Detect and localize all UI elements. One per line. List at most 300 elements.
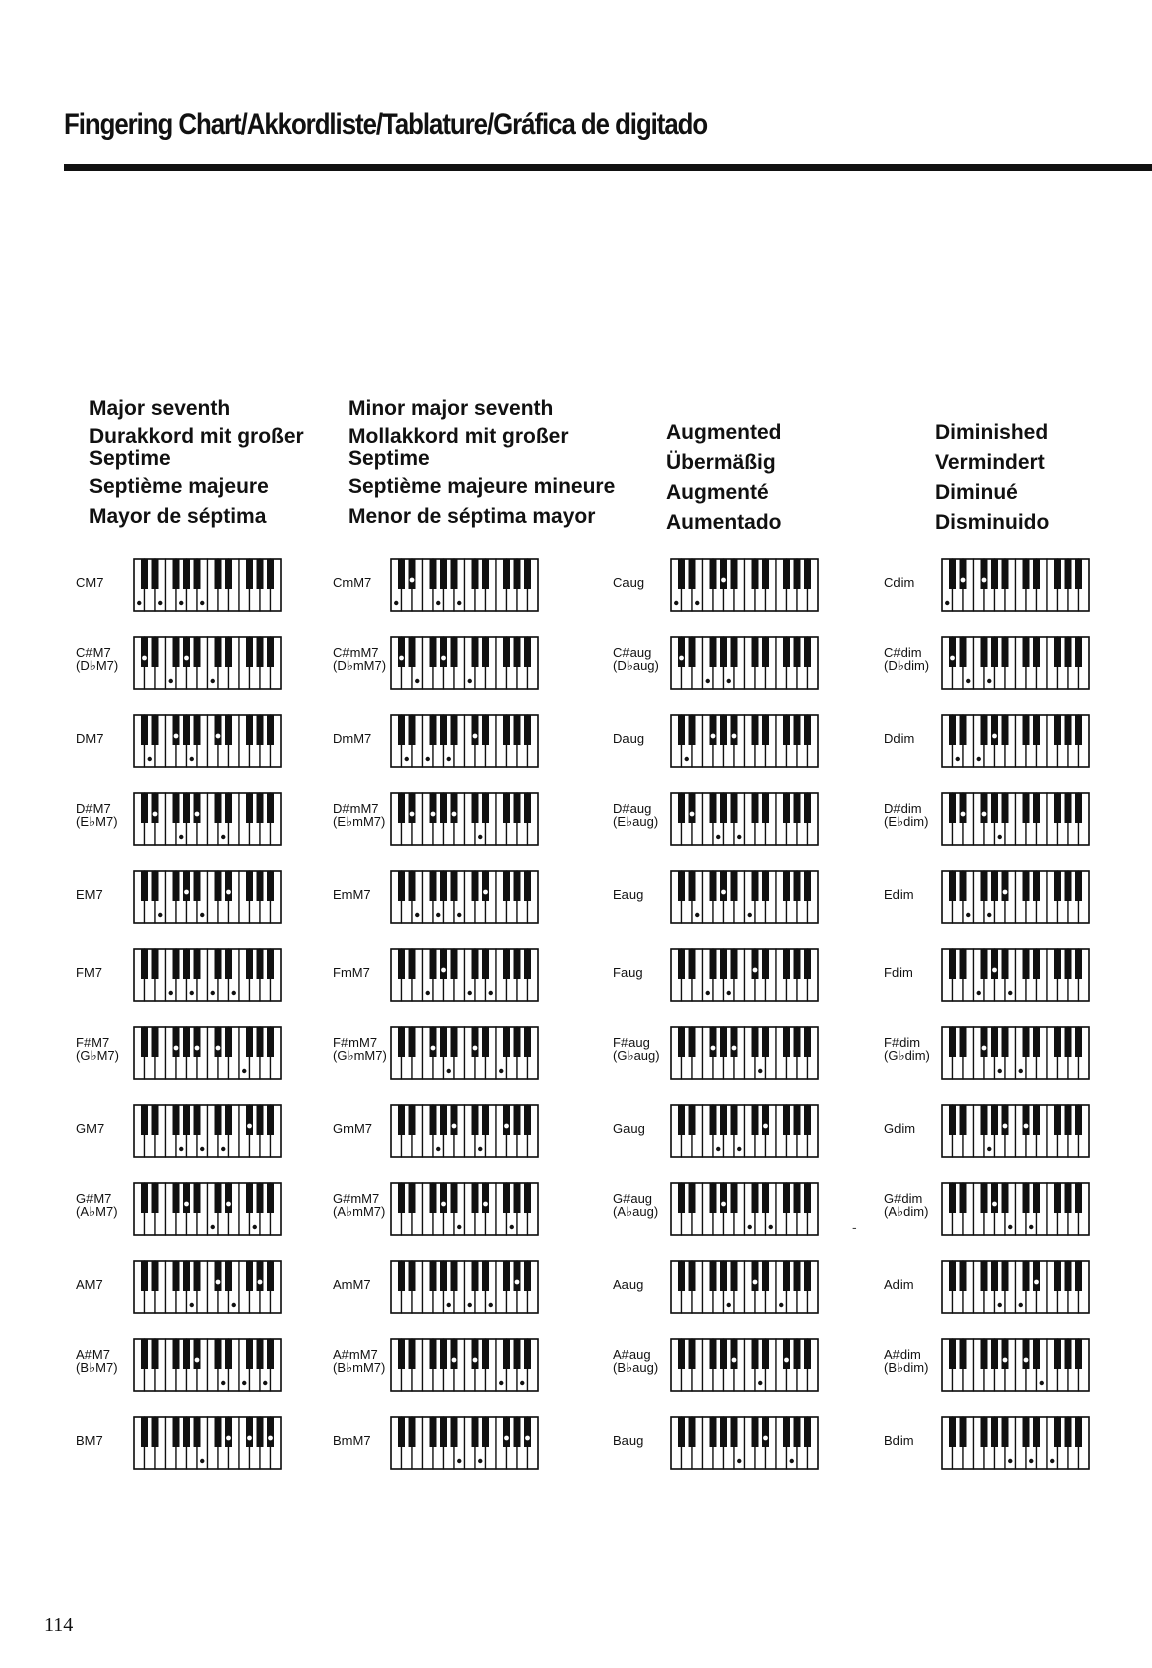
chord-label bbox=[333, 802, 385, 828]
black-key bbox=[215, 1105, 222, 1135]
black-key bbox=[794, 871, 801, 901]
black-key bbox=[257, 637, 264, 667]
black-key bbox=[225, 1339, 232, 1369]
chord-label-line: (D♭M7) bbox=[76, 658, 119, 673]
black-key bbox=[689, 1261, 696, 1291]
fingering-dot bbox=[179, 1147, 183, 1151]
black-key bbox=[794, 949, 801, 979]
black-key bbox=[689, 793, 696, 823]
fingering-dot bbox=[232, 991, 236, 995]
black-key bbox=[398, 1417, 405, 1447]
black-key bbox=[152, 949, 159, 979]
black-key bbox=[960, 715, 967, 745]
fingering-dot bbox=[211, 679, 215, 683]
keyboard-diagram bbox=[670, 558, 819, 612]
chord-label-line: A#M7 bbox=[76, 1347, 110, 1362]
chord-label-line: (E♭M7) bbox=[76, 814, 118, 829]
black-key bbox=[949, 871, 956, 901]
fingering-dot bbox=[758, 1381, 762, 1385]
black-key bbox=[1065, 1027, 1072, 1057]
black-key bbox=[1023, 715, 1030, 745]
black-key bbox=[960, 871, 967, 901]
black-key bbox=[678, 949, 685, 979]
black-key bbox=[720, 715, 727, 745]
keyboard-diagram bbox=[941, 1260, 1090, 1314]
chord-label bbox=[333, 1434, 371, 1447]
black-key bbox=[720, 793, 727, 823]
fingering-dot bbox=[499, 1069, 503, 1073]
fingering-dot bbox=[987, 1147, 991, 1151]
fingering-dot bbox=[457, 913, 461, 917]
black-key bbox=[152, 1105, 159, 1135]
black-key bbox=[398, 1183, 405, 1213]
chord-label-line: G#M7 bbox=[76, 1191, 112, 1206]
black-key bbox=[173, 715, 180, 745]
chord-label-line: F#aug bbox=[613, 1035, 650, 1050]
black-key bbox=[710, 1183, 717, 1213]
black-key bbox=[1065, 1183, 1072, 1213]
fingering-dot bbox=[998, 1069, 1002, 1073]
fingering-dot bbox=[753, 1280, 758, 1285]
fingering-dot bbox=[1024, 1124, 1029, 1129]
black-key bbox=[689, 871, 696, 901]
fingering-dot bbox=[489, 1303, 493, 1307]
black-key bbox=[482, 1027, 489, 1057]
black-key bbox=[1002, 949, 1009, 979]
fingering-dot bbox=[499, 1381, 503, 1385]
black-key bbox=[710, 1339, 717, 1369]
black-key bbox=[1075, 871, 1082, 901]
black-key bbox=[257, 949, 264, 979]
black-key bbox=[762, 1183, 769, 1213]
black-key bbox=[183, 1339, 190, 1369]
black-key bbox=[194, 559, 201, 589]
fingering-dot bbox=[721, 890, 726, 895]
fingering-dot bbox=[221, 1381, 225, 1385]
chord-label-line: Gaug bbox=[613, 1121, 645, 1136]
black-key bbox=[514, 1105, 521, 1135]
black-key bbox=[731, 1105, 738, 1135]
black-key bbox=[482, 1183, 489, 1213]
black-key bbox=[1002, 559, 1009, 589]
fingering-dot bbox=[992, 734, 997, 739]
fingering-dot bbox=[763, 1436, 768, 1441]
black-key bbox=[731, 1027, 738, 1057]
chord-label bbox=[76, 966, 102, 979]
black-key bbox=[1023, 559, 1030, 589]
chord-label-line: Caug bbox=[613, 575, 645, 590]
keyboard-diagram bbox=[390, 1416, 539, 1470]
fingering-dot bbox=[232, 1303, 236, 1307]
black-key bbox=[430, 559, 437, 589]
keyboard-diagram bbox=[390, 1260, 539, 1314]
black-key bbox=[710, 637, 717, 667]
chord-label bbox=[333, 966, 370, 979]
black-key bbox=[981, 1105, 988, 1135]
black-key bbox=[215, 949, 222, 979]
chord-label-line: (B♭dim) bbox=[884, 1360, 929, 1375]
black-key bbox=[949, 1417, 956, 1447]
fingering-dot bbox=[1029, 1225, 1033, 1229]
black-key bbox=[783, 1183, 790, 1213]
fingering-dot bbox=[945, 601, 949, 605]
black-key bbox=[503, 637, 510, 667]
black-key bbox=[472, 1183, 479, 1213]
chord-label-line: Aaug bbox=[613, 1277, 644, 1292]
black-key bbox=[398, 871, 405, 901]
fingering-dot bbox=[405, 757, 409, 761]
black-key bbox=[1023, 1339, 1030, 1369]
keyboard-diagram bbox=[133, 792, 282, 846]
black-key bbox=[173, 1261, 180, 1291]
black-key bbox=[783, 1339, 790, 1369]
black-key bbox=[1065, 793, 1072, 823]
chord-label-line: F#M7 bbox=[76, 1035, 110, 1050]
keyboard-diagram bbox=[133, 870, 282, 924]
black-key bbox=[804, 1339, 811, 1369]
black-key bbox=[689, 949, 696, 979]
fingering-dot bbox=[748, 913, 752, 917]
black-key bbox=[794, 1027, 801, 1057]
black-key bbox=[1023, 793, 1030, 823]
fingering-dot bbox=[179, 601, 183, 605]
black-key bbox=[440, 715, 447, 745]
black-key bbox=[981, 559, 988, 589]
black-key bbox=[267, 1261, 274, 1291]
black-key bbox=[752, 1105, 759, 1135]
heading-line: Übermäßig bbox=[666, 451, 776, 474]
keyboard-diagram bbox=[133, 636, 282, 690]
black-key bbox=[398, 793, 405, 823]
black-key bbox=[141, 559, 148, 589]
black-key bbox=[1075, 559, 1082, 589]
heading-line: Septième majeure mineure bbox=[348, 475, 616, 498]
black-key bbox=[1002, 793, 1009, 823]
black-key bbox=[482, 949, 489, 979]
fingering-dot bbox=[784, 1358, 789, 1363]
fingering-dot bbox=[478, 1147, 482, 1151]
chord-label-line: (E♭dim) bbox=[884, 814, 929, 829]
black-key bbox=[960, 1339, 967, 1369]
fingering-dot bbox=[706, 991, 710, 995]
black-key bbox=[152, 637, 159, 667]
black-key bbox=[1002, 1261, 1009, 1291]
black-key bbox=[524, 1417, 531, 1447]
black-key bbox=[409, 1105, 416, 1135]
black-key bbox=[991, 715, 998, 745]
black-key bbox=[1075, 1261, 1082, 1291]
black-key bbox=[451, 637, 458, 667]
fingering-dot bbox=[473, 1358, 478, 1363]
black-key bbox=[762, 559, 769, 589]
black-key bbox=[949, 1027, 956, 1057]
fingering-dot bbox=[711, 1046, 716, 1051]
black-key bbox=[752, 1339, 759, 1369]
fingering-dot bbox=[200, 601, 204, 605]
chord-label-line: CmM7 bbox=[333, 575, 372, 590]
chord-label-line: Daug bbox=[613, 731, 645, 746]
fingering-dot bbox=[221, 835, 225, 839]
black-key bbox=[1033, 1339, 1040, 1369]
black-key bbox=[678, 1183, 685, 1213]
black-key bbox=[225, 1417, 232, 1447]
keyboard-diagram bbox=[133, 1260, 282, 1314]
chord-label-line: (B♭mM7) bbox=[333, 1360, 386, 1375]
black-key bbox=[1065, 715, 1072, 745]
fingering-dot bbox=[184, 656, 189, 661]
keyboard-diagram bbox=[390, 1026, 539, 1080]
black-key bbox=[720, 949, 727, 979]
black-key bbox=[960, 1183, 967, 1213]
chord-label bbox=[613, 1278, 643, 1291]
black-key bbox=[960, 793, 967, 823]
chord-label-line: Ddim bbox=[884, 731, 915, 746]
black-key bbox=[689, 1417, 696, 1447]
black-key bbox=[194, 949, 201, 979]
black-key bbox=[409, 871, 416, 901]
black-key bbox=[731, 559, 738, 589]
chord-label-line: (D♭mM7) bbox=[333, 658, 387, 673]
black-key bbox=[482, 1339, 489, 1369]
keyboard-diagram bbox=[670, 1026, 819, 1080]
black-key bbox=[514, 1183, 521, 1213]
heading-line: Aumentado bbox=[666, 511, 782, 534]
heading-line: Diminished bbox=[935, 421, 1049, 444]
chord-label bbox=[76, 1122, 104, 1135]
black-key bbox=[1002, 637, 1009, 667]
fingering-dot bbox=[763, 1124, 768, 1129]
chord-label-line: EM7 bbox=[76, 887, 103, 902]
black-key bbox=[949, 715, 956, 745]
black-key bbox=[409, 559, 416, 589]
fingering-dot bbox=[216, 1280, 221, 1285]
black-key bbox=[949, 1339, 956, 1369]
fingering-dot bbox=[685, 757, 689, 761]
black-key bbox=[183, 559, 190, 589]
black-key bbox=[514, 637, 521, 667]
chord-label-line: C#mM7 bbox=[333, 645, 379, 660]
black-key bbox=[152, 1027, 159, 1057]
black-key bbox=[451, 1339, 458, 1369]
chord-label bbox=[884, 1036, 930, 1062]
black-key bbox=[440, 637, 447, 667]
chord-label-line: F#dim bbox=[884, 1035, 921, 1050]
chord-label-line: Cdim bbox=[884, 575, 915, 590]
black-key bbox=[451, 1027, 458, 1057]
chord-label-line: AmM7 bbox=[333, 1277, 371, 1292]
fingering-dot bbox=[1050, 1459, 1054, 1463]
black-key bbox=[257, 559, 264, 589]
black-key bbox=[173, 637, 180, 667]
black-key bbox=[1002, 715, 1009, 745]
black-key bbox=[141, 715, 148, 745]
black-key bbox=[409, 1339, 416, 1369]
black-key bbox=[783, 793, 790, 823]
chord-label-line: (E♭aug) bbox=[613, 814, 659, 829]
black-key bbox=[225, 1105, 232, 1135]
black-key bbox=[194, 1417, 201, 1447]
chord-label bbox=[884, 646, 929, 672]
fingering-dot bbox=[242, 1381, 246, 1385]
black-key bbox=[173, 949, 180, 979]
black-key bbox=[524, 1339, 531, 1369]
fingering-dot bbox=[399, 656, 404, 661]
black-key bbox=[783, 637, 790, 667]
black-key bbox=[1054, 1339, 1061, 1369]
black-key bbox=[183, 949, 190, 979]
chord-label-line: (G♭aug) bbox=[613, 1048, 660, 1063]
chord-label-line: GM7 bbox=[76, 1121, 105, 1136]
heading-line: Major seventh bbox=[89, 397, 231, 420]
black-key bbox=[503, 715, 510, 745]
black-key bbox=[514, 1339, 521, 1369]
black-key bbox=[451, 559, 458, 589]
black-key bbox=[1065, 871, 1072, 901]
fingering-dot bbox=[211, 1225, 215, 1229]
heading-line: Durakkord mit großer Septime bbox=[89, 425, 304, 470]
black-key bbox=[804, 793, 811, 823]
black-key bbox=[503, 949, 510, 979]
fingering-dot bbox=[169, 991, 173, 995]
black-key bbox=[267, 715, 274, 745]
fingering-dot bbox=[441, 968, 446, 973]
black-key bbox=[1023, 871, 1030, 901]
black-key bbox=[451, 1417, 458, 1447]
black-key bbox=[1065, 1417, 1072, 1447]
black-key bbox=[678, 1339, 685, 1369]
chord-label-line: Fdim bbox=[884, 965, 913, 980]
chord-label-line: (B♭M7) bbox=[76, 1360, 118, 1375]
fingering-dot bbox=[247, 1124, 252, 1129]
fingering-dot bbox=[1019, 1303, 1023, 1307]
black-key bbox=[1065, 949, 1072, 979]
fingering-dot bbox=[174, 734, 179, 739]
black-key bbox=[981, 1417, 988, 1447]
fingering-dot bbox=[190, 991, 194, 995]
black-key bbox=[1054, 1261, 1061, 1291]
heading-line: Disminuido bbox=[935, 511, 1050, 534]
black-key bbox=[503, 1339, 510, 1369]
black-key bbox=[1075, 1183, 1082, 1213]
black-key bbox=[472, 1339, 479, 1369]
black-key bbox=[267, 1105, 274, 1135]
black-key bbox=[267, 637, 274, 667]
fingering-dot bbox=[452, 1358, 457, 1363]
black-key bbox=[183, 715, 190, 745]
black-key bbox=[141, 1183, 148, 1213]
fingering-dot bbox=[753, 968, 758, 973]
black-key bbox=[430, 1027, 437, 1057]
fingering-dot bbox=[253, 1225, 257, 1229]
chord-label-line: (E♭mM7) bbox=[333, 814, 386, 829]
black-key bbox=[440, 1261, 447, 1291]
black-key bbox=[689, 1183, 696, 1213]
black-key bbox=[1002, 1105, 1009, 1135]
black-key bbox=[440, 793, 447, 823]
fingering-dot bbox=[468, 991, 472, 995]
fingering-dot bbox=[987, 913, 991, 917]
black-key bbox=[194, 1339, 201, 1369]
black-key bbox=[524, 1027, 531, 1057]
fingering-dot bbox=[195, 1358, 200, 1363]
heading-line: Diminué bbox=[935, 481, 1018, 504]
black-key bbox=[141, 1027, 148, 1057]
black-key bbox=[710, 559, 717, 589]
black-key bbox=[762, 1417, 769, 1447]
chord-label bbox=[333, 888, 371, 901]
heading-line: Septième majeure bbox=[89, 475, 269, 498]
fingering-dot bbox=[721, 578, 726, 583]
black-key bbox=[430, 1417, 437, 1447]
keyboard-diagram bbox=[390, 636, 539, 690]
black-key bbox=[762, 637, 769, 667]
black-key bbox=[752, 1261, 759, 1291]
fingering-dot bbox=[515, 1280, 520, 1285]
black-key bbox=[794, 1105, 801, 1135]
black-key bbox=[141, 1339, 148, 1369]
keyboard-diagram bbox=[133, 1182, 282, 1236]
black-key bbox=[689, 1339, 696, 1369]
fingering-dot bbox=[716, 835, 720, 839]
keyboard-diagram bbox=[670, 636, 819, 690]
black-key bbox=[430, 949, 437, 979]
black-key bbox=[949, 559, 956, 589]
black-key bbox=[1023, 1027, 1030, 1057]
chord-label bbox=[76, 1192, 118, 1218]
black-key bbox=[183, 1027, 190, 1057]
fingering-dot bbox=[415, 913, 419, 917]
fingering-dot bbox=[950, 656, 955, 661]
keyboard-diagram bbox=[670, 1104, 819, 1158]
black-key bbox=[246, 793, 253, 823]
fingering-dot bbox=[1008, 991, 1012, 995]
black-key bbox=[503, 1027, 510, 1057]
black-key bbox=[710, 1261, 717, 1291]
black-key bbox=[710, 715, 717, 745]
black-key bbox=[783, 949, 790, 979]
black-key bbox=[731, 871, 738, 901]
black-key bbox=[514, 559, 521, 589]
fingering-dot bbox=[790, 1459, 794, 1463]
fingering-dot bbox=[483, 1202, 488, 1207]
black-key bbox=[960, 1417, 967, 1447]
fingering-dot bbox=[216, 1046, 221, 1051]
chord-label bbox=[884, 966, 913, 979]
black-key bbox=[173, 1105, 180, 1135]
keyboard-diagram bbox=[941, 792, 1090, 846]
chord-label bbox=[884, 576, 914, 589]
chord-label-line: BmM7 bbox=[333, 1433, 371, 1448]
fingering-dot bbox=[769, 1225, 773, 1229]
fingering-dot bbox=[982, 1046, 987, 1051]
black-key bbox=[794, 637, 801, 667]
black-key bbox=[514, 793, 521, 823]
black-key bbox=[1065, 559, 1072, 589]
black-key bbox=[194, 637, 201, 667]
black-key bbox=[267, 1027, 274, 1057]
black-key bbox=[794, 715, 801, 745]
black-key bbox=[752, 949, 759, 979]
black-key bbox=[1065, 1339, 1072, 1369]
black-key bbox=[257, 715, 264, 745]
black-key bbox=[981, 637, 988, 667]
fingering-dot bbox=[956, 757, 960, 761]
black-key bbox=[246, 1027, 253, 1057]
fingering-dot bbox=[457, 601, 461, 605]
black-key bbox=[689, 715, 696, 745]
black-key bbox=[981, 1027, 988, 1057]
black-key bbox=[794, 1261, 801, 1291]
